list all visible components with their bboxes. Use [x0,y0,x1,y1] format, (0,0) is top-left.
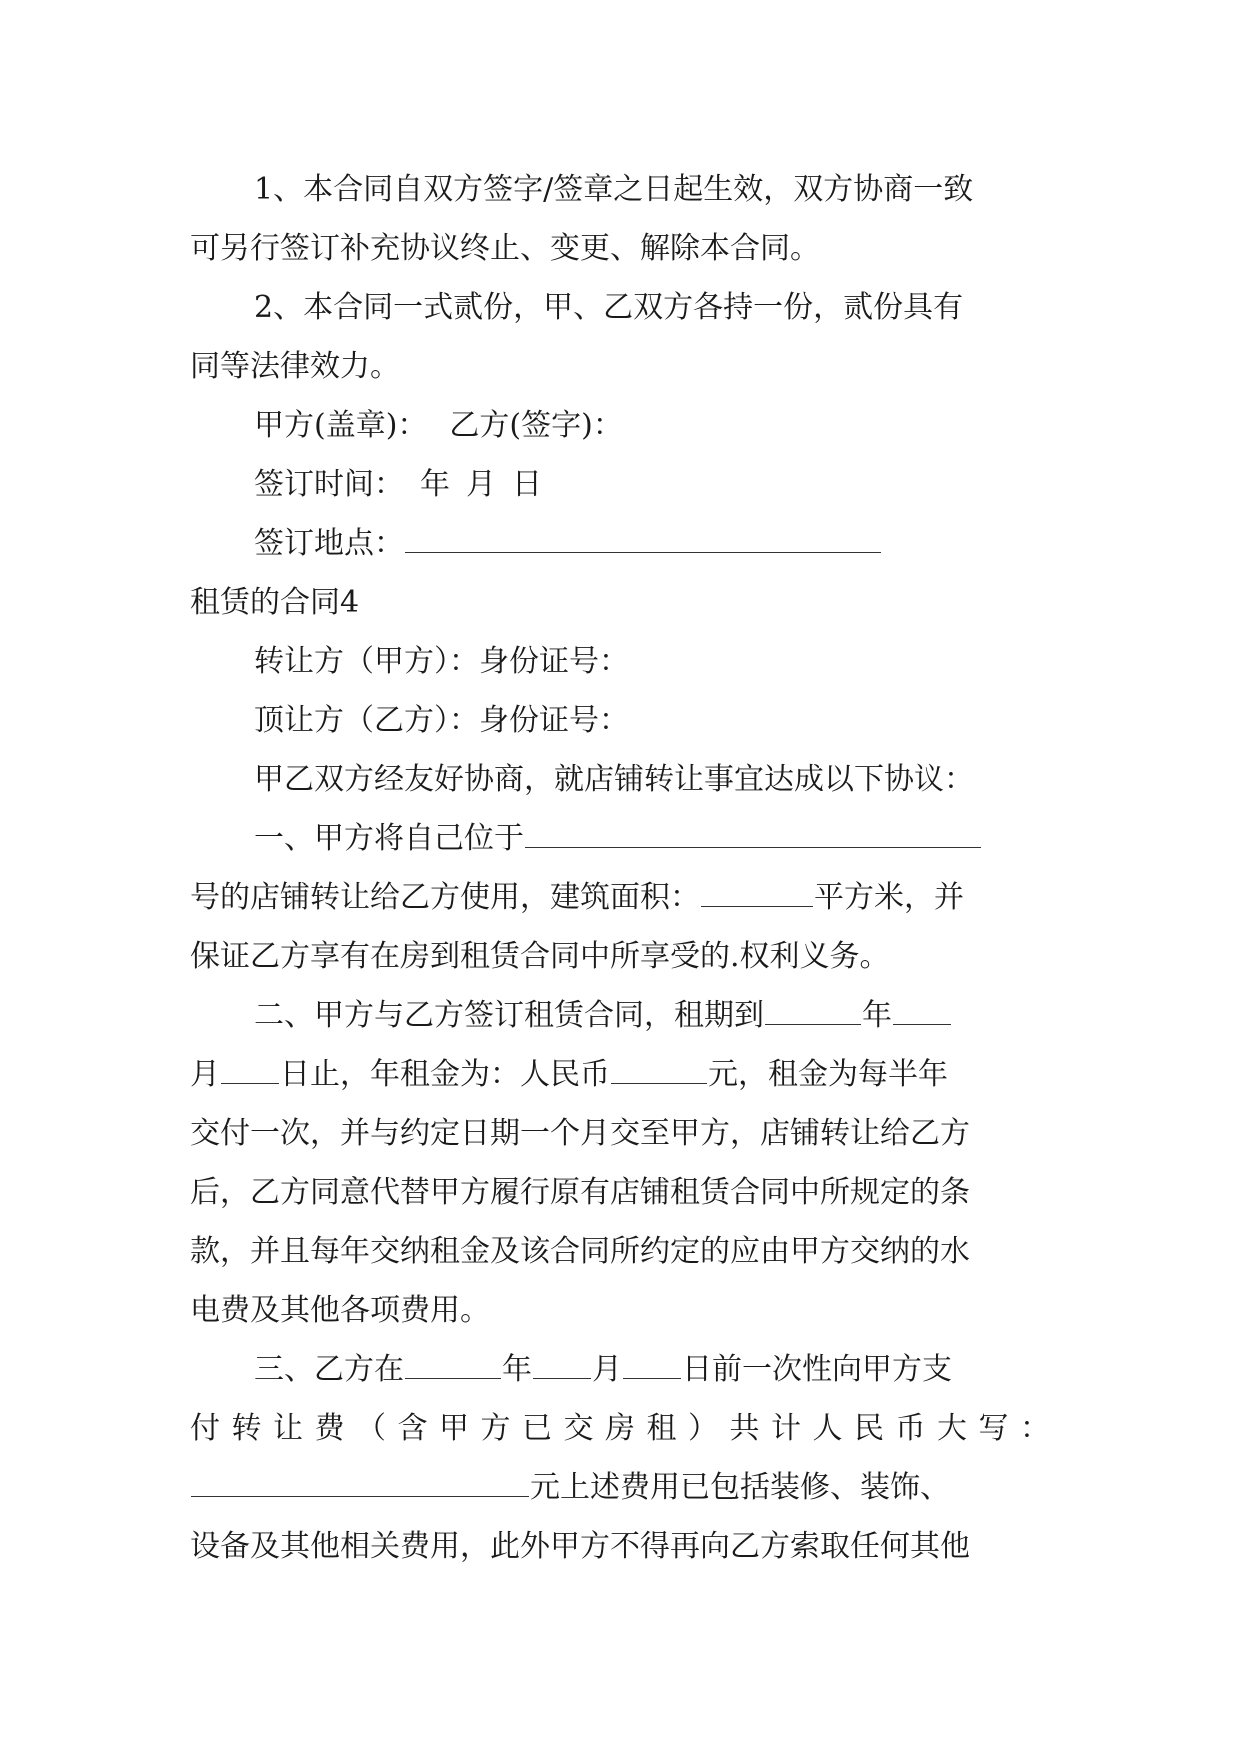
clause-1-line-2 [190,868,1050,927]
sign-place-blank [405,522,881,553]
clause-1-area-unit: 平方米，并 [814,880,964,915]
clause-1-start: 一、甲方将自己位于 [254,821,524,856]
sign-time-day: 日 [512,467,542,502]
clause-2-lease-text: 二、甲方与乙方签订租赁合同，租期到 [254,998,764,1033]
clause-2-rent-text: 日止，年租金为：人民币 [280,1057,610,1092]
clause-3-line-2: 付转让费（含甲方已交房租）共计人民币大写： [190,1411,1050,1446]
clause-2-rent-unit: 元，租金为每半年 [708,1057,948,1092]
sign-place-label: 签订地点： [254,526,404,561]
clause-2-month-label: 月 [190,1057,220,1092]
clause-2-line-4: 后，乙方同意代替甲方履行原有店铺租赁合同中所规定的条 [190,1175,970,1210]
clause-3-amount-text: 元上述费用已包括装修、装饰、 [530,1470,950,1505]
clause-1-line-1 [190,809,1050,868]
clause-3-line-4: 设备及其他相关费用，此外甲方不得再向乙方索取任何其他 [190,1529,970,1564]
clause-3-day-blank [623,1348,681,1379]
clause-2-rent-blank [611,1053,707,1084]
clause-1-area-blank [701,876,813,907]
intro-line: 甲乙双方经友好协商，就店铺转让事宜达成以下协议： [254,762,974,797]
clause-3-year-blank [405,1348,501,1379]
clause-3-year-label: 年 [502,1352,532,1387]
clause-2-line-1 [190,986,1050,1045]
clause-2-year-label: 年 [862,998,892,1033]
clause-3-line-1 [190,1340,1050,1399]
clause-3-start: 三、乙方在 [254,1352,404,1387]
signature-line [190,396,1050,455]
clause-3-amount-blank [191,1466,529,1497]
clause-1-line-3: 保证乙方享有在房到租赁合同中所享受的.权利义务。 [190,939,890,974]
sign-time-line [190,455,1050,514]
clause-2-line-5: 款，并且每年交纳租金及该合同所约定的应由甲方交纳的水 [190,1234,970,1269]
sign-place-line [190,514,1050,573]
clause-2-line-6: 电费及其他各项费用。 [190,1293,490,1328]
clause-3-month-blank [533,1348,591,1379]
paragraph-2-line-2: 同等法律效力。 [190,349,400,384]
party-a-signature-label: 甲方(盖章)： [254,408,428,443]
sign-time-year: 年 [420,467,450,502]
clause-3-line-3 [190,1458,1050,1517]
paragraph-1-line-1: 1、本合同自双方签字/签章之日起生效，双方协商一致 [254,172,974,207]
paragraph-2-line-1: 2、本合同一式贰份，甲、乙双方各持一份，贰份具有 [254,290,964,325]
clause-1-location-blank [525,817,981,848]
document-body [190,160,1050,1576]
paragraph-1-line-2: 可另行签订补充协议终止、变更、解除本合同。 [190,231,820,266]
clause-2-line-3: 交付一次，并与约定日期一个月交至甲方，店铺转让给乙方 [190,1116,970,1151]
clause-2-line-2 [190,1045,1050,1104]
sign-time-label: 签订时间： [254,467,404,502]
transferor-line: 转让方（甲方）：身份证号： [254,644,629,679]
clause-2-year-blank [765,994,861,1025]
clause-2-day-blank [221,1053,279,1084]
party-b-signature-label: 乙方(签字)： [449,408,623,443]
clause-2-month-blank [893,994,951,1025]
sign-time-month: 月 [466,467,496,502]
clause-3-payment-text: 日前一次性向甲方支 [682,1352,952,1387]
clause-3-month-label: 月 [592,1352,622,1387]
section-title: 租赁的合同4 [190,585,360,620]
clause-1-area-text: 号的店铺转让给乙方使用，建筑面积： [190,880,700,915]
transferee-line: 顶让方（乙方）：身份证号： [254,703,629,738]
